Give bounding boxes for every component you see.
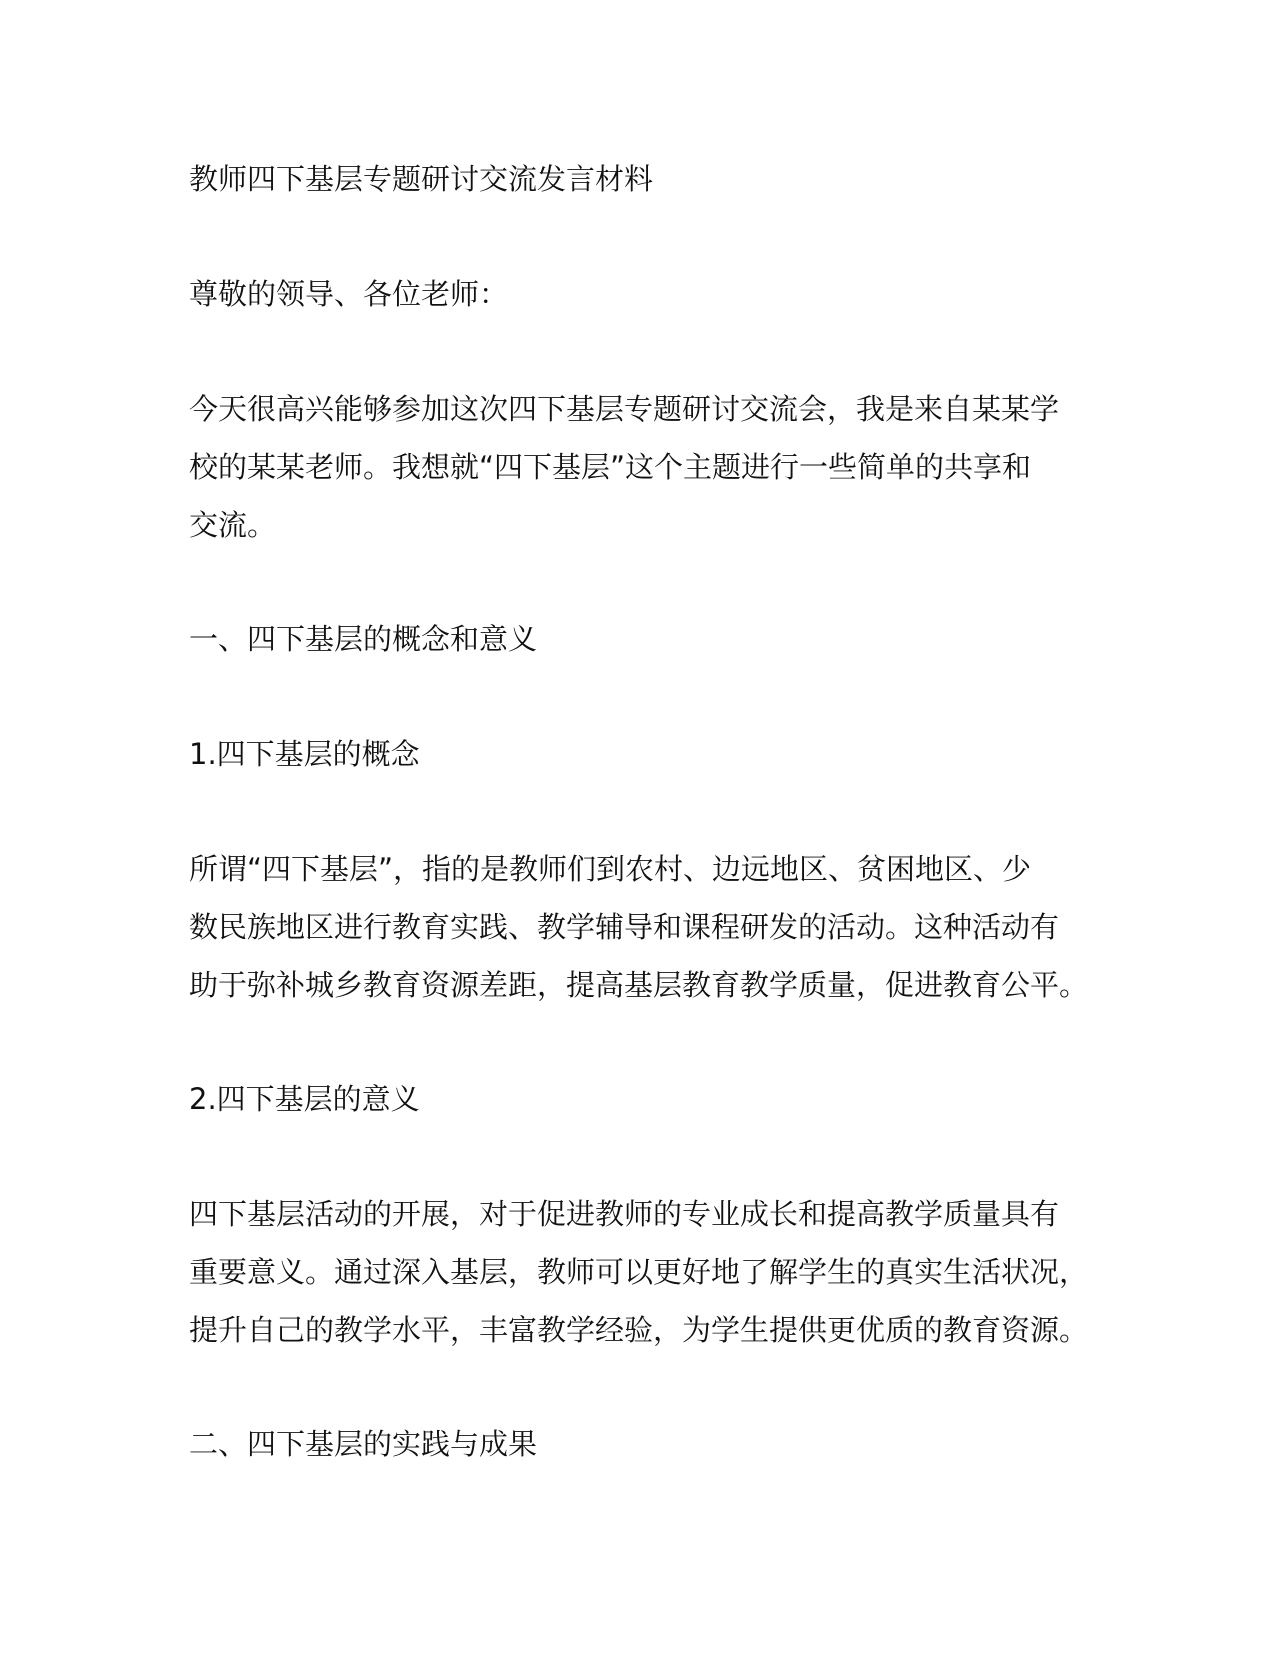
intro-line: 交流。	[189, 508, 277, 542]
greeting-paragraph	[189, 265, 1129, 323]
subsection-1-line: 所谓“四下基层”，指的是教师们到农村、边远地区、贫困地区、少	[189, 852, 1032, 886]
subsection-2-line: 提升自己的教学水平，丰富教学经验，为学生提供更优质的教育资源。	[189, 1313, 1089, 1347]
subsection-2-heading	[189, 1070, 1129, 1128]
subsection-2-line: 重要意义。通过深入基层，教师可以更好地了解学生的真实生活状况，	[189, 1255, 1089, 1289]
section-1-heading-text: 一、四下基层的概念和意义	[189, 622, 538, 656]
section-1-heading	[189, 610, 1129, 668]
subsection-1-heading	[189, 725, 1129, 783]
intro-line: 校的某某老师。我想就“四下基层”这个主题进行一些简单的共享和	[189, 450, 1032, 484]
subsection-1-line: 助于弥补城乡教育资源差距，提高基层教育教学质量，促进教育公平。	[189, 968, 1089, 1002]
subsection-2-heading-text: 2.四下基层的意义	[189, 1082, 420, 1116]
subsection-2-paragraph	[189, 1185, 1129, 1359]
subsection-1-line: 数民族地区进行教育实践、教学辅导和课程研发的活动。这种活动有	[189, 910, 1060, 944]
intro-line: 今天很高兴能够参加这次四下基层专题研讨交流会，我是来自某某学	[189, 392, 1060, 426]
document-title	[189, 150, 1129, 208]
section-2-heading-text: 二、四下基层的实践与成果	[189, 1427, 538, 1461]
subsection-1-paragraph	[189, 840, 1129, 1014]
greeting-text: 尊敬的领导、各位老师：	[189, 277, 509, 311]
section-2-heading	[189, 1415, 1129, 1473]
title-text: 教师四下基层专题研讨交流发言材料	[189, 162, 654, 196]
subsection-1-heading-text: 1.四下基层的概念	[189, 737, 420, 771]
subsection-2-line: 四下基层活动的开展，对于促进教师的专业成长和提高教学质量具有	[189, 1197, 1060, 1231]
intro-paragraph	[189, 380, 1129, 554]
